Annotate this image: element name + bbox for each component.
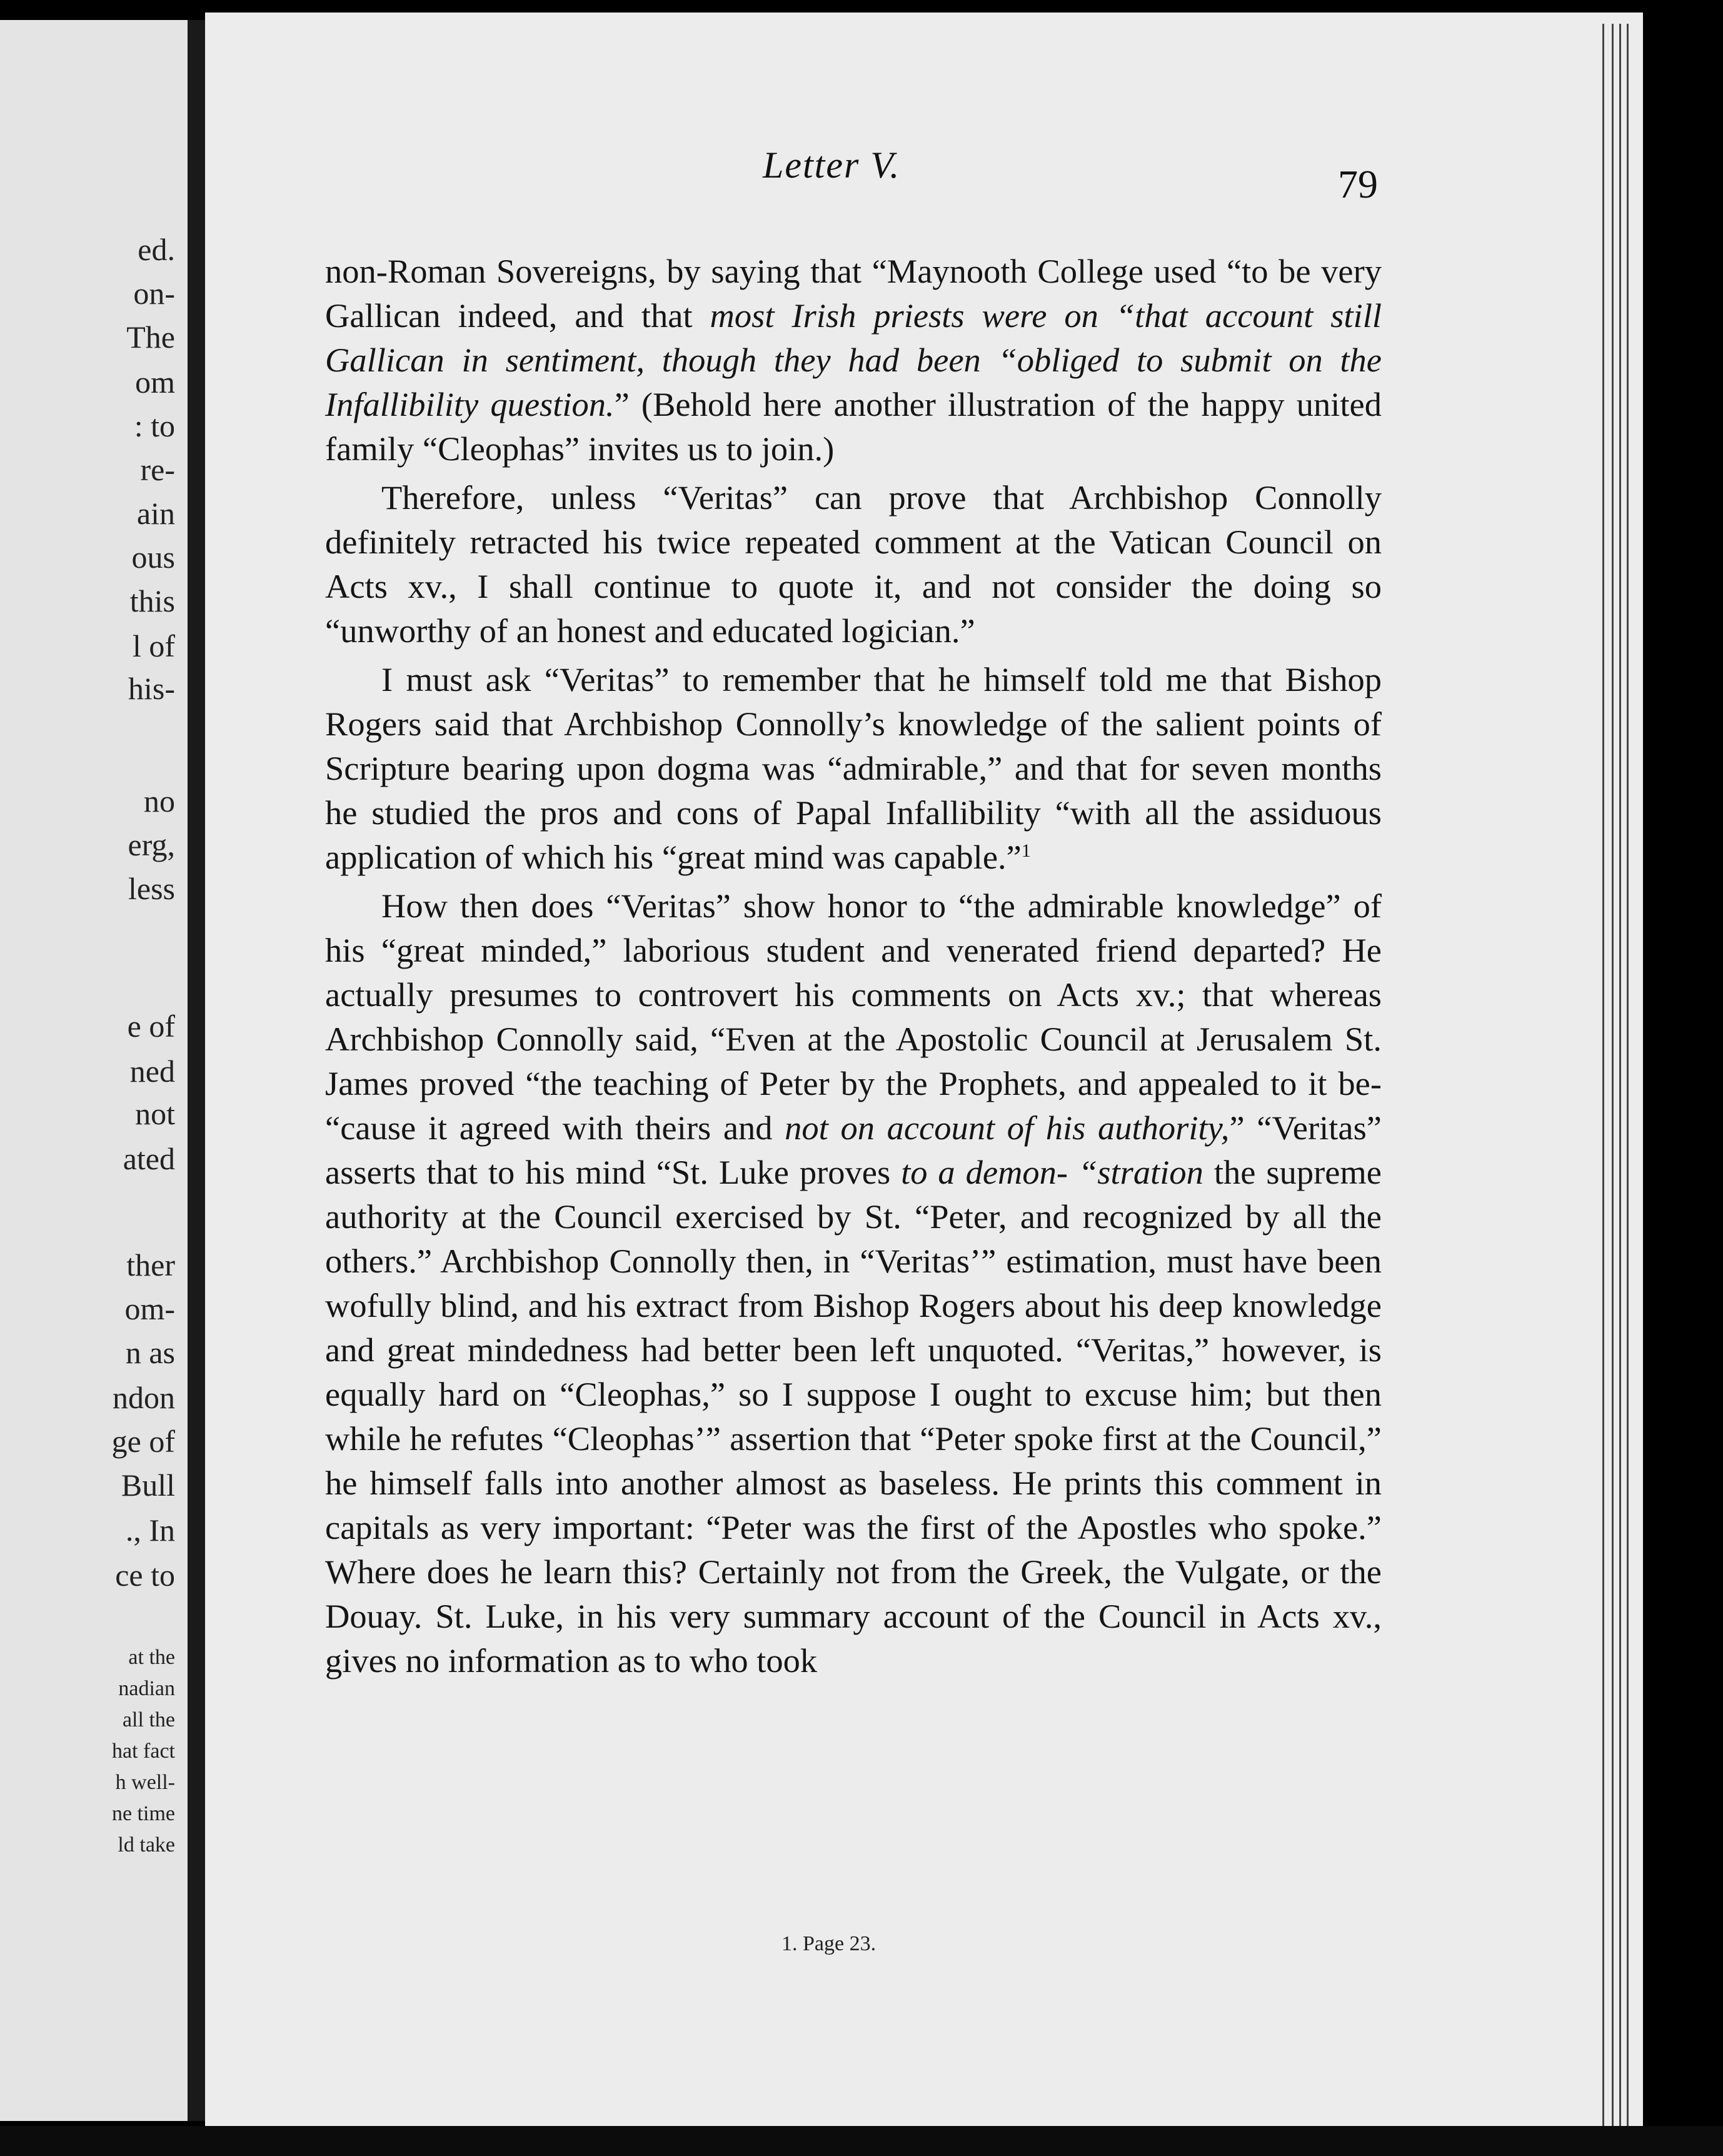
left-page-fragment: ., In — [125, 1513, 175, 1548]
left-page-fragment: ther — [126, 1247, 175, 1282]
italic-text: not on account of his authority, — [785, 1109, 1230, 1147]
left-page-fragment: this — [129, 583, 175, 618]
left-page-fragment: ous — [131, 540, 175, 575]
left-page-fragment: his- — [128, 671, 175, 706]
page-number: 79 — [1338, 162, 1378, 206]
left-page-fragment: not — [135, 1096, 175, 1131]
page-edge-line — [1612, 24, 1614, 2137]
paragraph — [325, 884, 1382, 1683]
left-page-footnote-fragment: at the — [128, 1646, 175, 1669]
text-run: ” (Behold here another illustration of the happy united family “Cleophas” invites us to join.) — [325, 385, 1382, 468]
left-page-fragment: erg, — [128, 827, 175, 862]
text-run: the supreme authority at the Council exercised by St. “Peter, and recognized by all the others.” Archbishop Connolly then, in “Veritas’” estimation, must have been wofully blind, and his extract from Bishop Rogers about his deep knowledge and great mindedness had better been left unquoted. “Veritas,” however, is equally hard on “Cleophas,” so I suppose I ought to excuse him; but then while he refutes “Cleophas’” assertion that “Peter spoke first at the Council,” he himself falls into another almost as baseless. He prints this comment in capitals as very important: “Peter was the first of the Apostles who spoke.” Where does he learn this? Certainly not from the Greek, the Vulgate, or the Douay. St. Luke, in his very summary account of the Council in Acts xv., gives no information as to who took — [325, 1153, 1382, 1680]
scan-border — [0, 2126, 1723, 2156]
left-page-fragment: om — [135, 365, 175, 400]
left-page-footnote-fragment: nadian — [118, 1677, 175, 1700]
left-page-fragment: less — [128, 871, 175, 906]
italic-text: most Irish priests were on “that account still Gallican in sentiment, though they had been “obliged to submit on the Infallibility question. — [325, 296, 1382, 423]
left-page-footnote-fragment: all the — [122, 1708, 175, 1731]
book-gutter — [188, 20, 205, 2121]
left-page-fragment: ndon — [113, 1380, 175, 1415]
left-page-fragment: ated — [123, 1141, 175, 1176]
text-run: ” “Veritas” asserts that to his mind “St. Luke proves — [325, 1109, 1382, 1191]
left-page-fragment: e of — [127, 1009, 175, 1044]
paragraph — [325, 657, 1382, 879]
previous-page-edge — [0, 20, 188, 2121]
left-page-fragment: ce to — [115, 1558, 175, 1593]
page-edge-line — [1627, 24, 1629, 2137]
left-page-fragment: ed. — [138, 232, 175, 267]
page-edge-line — [1602, 24, 1604, 2137]
italic-text: to a demon- “stration — [901, 1153, 1203, 1191]
left-page-fragment: on- — [133, 276, 175, 311]
left-page-fragment: ain — [136, 496, 175, 531]
body-text — [325, 249, 1382, 1687]
left-page-footnote-fragment: ne time — [111, 1802, 175, 1825]
left-page-fragment: ge of — [111, 1424, 175, 1459]
left-page-footnote-fragment: h well- — [115, 1771, 175, 1794]
left-page-footnote-fragment: hat fact — [112, 1740, 175, 1763]
text-run: How then does “Veritas” show honor to “the admirable knowledge” of his “great minded,” laborious student and venerated friend departed? He actually presumes to controvert his comments on Acts xv.; that whereas Archbishop Connolly said, “Even at the Apostolic Council at Jerusalem St. James proved “the teaching of Peter by the Prophets, and appealed to it be- “cause it agreed with theirs and — [325, 887, 1382, 1147]
left-page-fragment: re- — [140, 452, 175, 487]
left-page-fragment: l of — [132, 628, 175, 663]
footnote: 1. Page 23. — [781, 1932, 877, 1955]
paragraph — [325, 249, 1382, 471]
page-edge-line — [1619, 24, 1621, 2137]
text-run: I must ask “Veritas” to remember that he himself told me that Bishop Rogers said that Archbishop Connolly’s knowledge of the salient points of Scripture bearing upon dogma was “admirable,” and that for seven months he studied the pros and cons of Papal Infallibility “with all the assiduous application of which his “great mind was capable.” — [325, 660, 1382, 876]
left-page-fragment: ned — [129, 1054, 175, 1089]
left-page-footnote-fragment: ld take — [118, 1833, 175, 1856]
left-page-fragment: The — [126, 320, 175, 355]
left-page-fragment: n as — [125, 1335, 175, 1370]
paragraph — [325, 475, 1382, 653]
left-page-fragment: om- — [124, 1291, 175, 1326]
left-page-fragment: Bull — [121, 1468, 175, 1503]
footnote-marker: 1 — [1021, 840, 1031, 861]
left-page-fragment: no — [144, 783, 175, 819]
text-run: Therefore, unless “Veritas” can prove that Archbishop Connolly definitely retracted his twice repeated comment at the Vatican Council on Acts xv., I shall continue to quote it, and not consider the doing so “unworthy of an honest and educated logician.” — [325, 478, 1382, 650]
running-title: Letter V. — [763, 144, 901, 186]
text-run: non-Roman Sovereigns, by saying that “Maynooth College used “to be very Gallican indeed, and that — [325, 252, 1382, 335]
left-page-fragment: : to — [134, 408, 175, 443]
